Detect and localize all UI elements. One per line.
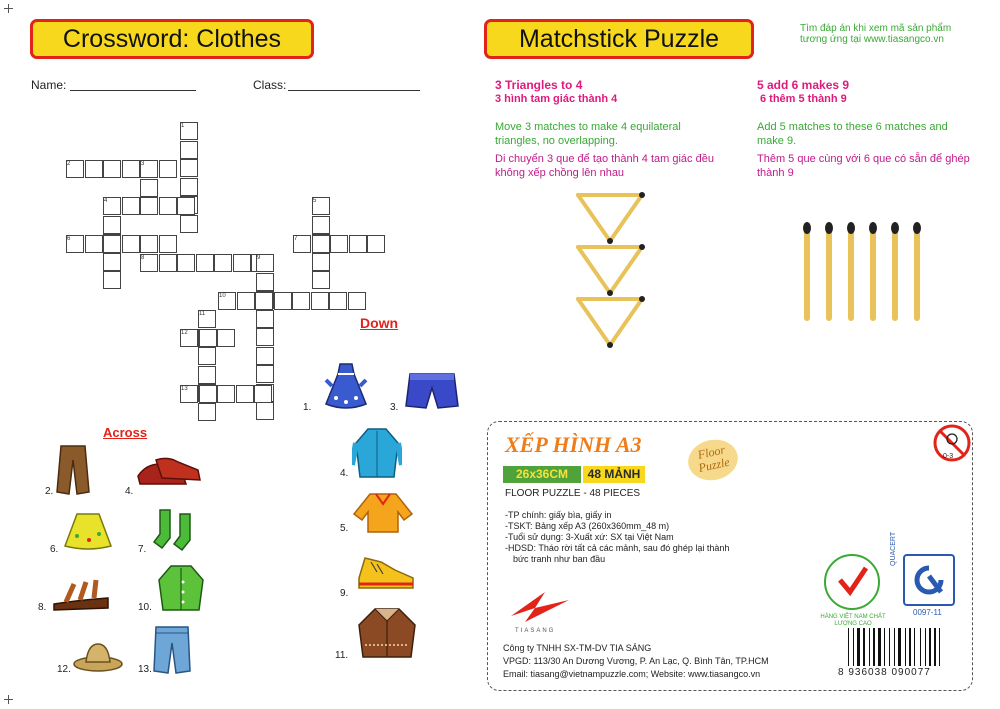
- crossword-cell[interactable]: [177, 254, 195, 272]
- crossword-cell[interactable]: [103, 160, 121, 178]
- clue-number: 8.: [38, 602, 47, 613]
- quacert-code: 0097-11: [913, 608, 942, 617]
- puzzle2-heading: 5 add 6 makes 9: [757, 78, 850, 92]
- crossword-cell[interactable]: [256, 273, 274, 291]
- across-heading: Across: [103, 425, 148, 440]
- tiasang-logo: [505, 588, 575, 633]
- crossword-cell[interactable]: [254, 385, 272, 403]
- age-mark-text: 0-3: [943, 453, 954, 460]
- name-label: Name:: [31, 78, 67, 92]
- puzzle2-heading-vi: 6 thêm 5 thành 9: [760, 93, 847, 105]
- barcode-bar: [894, 628, 895, 666]
- shorts-icon: [404, 370, 460, 417]
- barcode-bar: [863, 628, 865, 666]
- barcode-bar: [934, 628, 936, 666]
- crossword-cell-number: 6: [67, 236, 71, 242]
- barcode-bar: [920, 628, 921, 666]
- crossword-cell[interactable]: [236, 385, 254, 403]
- company-name: Công ty TNHH SX-TM-DV TIA SÁNG: [503, 643, 652, 653]
- crossword-cell-number: 5: [313, 198, 317, 204]
- detail-line: -TP chính: giấy bìa, giấy in: [505, 510, 612, 520]
- barcode-bar: [889, 628, 890, 666]
- product-details: [505, 510, 785, 565]
- triangles-figure: [570, 185, 650, 360]
- answer-note[interactable]: Tìm đáp án khi xem mã sản phẩm tương ứng tại www.tiasangco.vn: [800, 23, 952, 45]
- floor-puzzle-badge-text: Floor Puzzle: [696, 442, 731, 475]
- jacket-icon: [355, 605, 419, 666]
- six-matches-figure: [795, 220, 935, 329]
- crossword-cell[interactable]: [367, 235, 385, 253]
- barcode: [848, 628, 960, 668]
- pieces-badge: 48 MẢNH: [583, 466, 645, 483]
- crop-mark: [8, 695, 9, 704]
- crossword-cell[interactable]: [312, 235, 330, 253]
- crossword-cell[interactable]: [312, 216, 330, 234]
- sandals-icon: [50, 572, 112, 619]
- quality-badge-text: HÀNG VIỆT NAM CHẤT LƯỢNG CAO: [820, 614, 886, 627]
- crossword-cell-number: 10: [219, 293, 226, 299]
- barcode-bar: [857, 628, 860, 666]
- clue-number: 3.: [390, 402, 399, 413]
- barcode-bar: [873, 628, 875, 666]
- crossword-cell[interactable]: [256, 402, 274, 420]
- crossword-cell[interactable]: [85, 235, 103, 253]
- barcode-bar: [848, 628, 849, 666]
- crossword-cell-number: 1: [181, 123, 185, 129]
- crossword-cell[interactable]: [255, 292, 273, 310]
- barcode-bar: [853, 628, 854, 666]
- clue-number: 5.: [340, 523, 349, 534]
- crossword-cell[interactable]: [180, 159, 198, 177]
- detail-line: -Tuổi sử dụng: 3-Xuất xứ: SX tại Việt Nam: [505, 532, 674, 542]
- crossword-cell[interactable]: [177, 197, 195, 215]
- product-title: XẾP HÌNH A3: [505, 432, 642, 457]
- clue-number: 4.: [125, 486, 134, 497]
- crossword-cell[interactable]: [85, 160, 103, 178]
- crossword-cell[interactable]: [103, 271, 121, 289]
- crossword-cell[interactable]: [312, 271, 330, 289]
- crossword-cell[interactable]: [122, 160, 140, 178]
- crossword-cell-number: 2: [67, 161, 71, 167]
- barcode-bar: [869, 628, 870, 666]
- clue-number: 12.: [57, 664, 71, 675]
- crossword-cell-number: 3: [141, 161, 145, 167]
- skirt-icon: [63, 510, 113, 557]
- crossword-cell[interactable]: [140, 179, 158, 197]
- crossword-cell[interactable]: [256, 347, 274, 365]
- clue-number: 11.: [335, 650, 349, 661]
- clue-number: 13.: [138, 664, 152, 675]
- crossword-cell[interactable]: [312, 253, 330, 271]
- barcode-bar: [939, 628, 940, 666]
- crossword-cell[interactable]: [348, 292, 366, 310]
- clue-number: 4.: [340, 468, 349, 479]
- crossword-cell-number: 12: [181, 330, 188, 336]
- brand-text: TIASANG: [515, 628, 556, 634]
- detail-line: -TSKT: Bảng xếp A3 (260x360mm_48 m): [505, 521, 670, 531]
- crossword-cell[interactable]: [349, 235, 367, 253]
- crossword-cell[interactable]: [159, 160, 177, 178]
- puzzle1-instruction-vi: Di chuyển 3 que để tạo thành 4 tam giác đều không xếp chồng lên nhau: [495, 153, 714, 179]
- crossword-title: Crossword: Clothes: [30, 19, 314, 59]
- hat-icon: [72, 638, 124, 679]
- jeans-icon: [152, 625, 192, 682]
- crossword-cell[interactable]: [199, 329, 217, 347]
- shoes-icon: [136, 450, 202, 495]
- clue-number: 2.: [45, 486, 54, 497]
- crossword-cell-number: 9: [257, 255, 261, 261]
- blouse-icon: [352, 490, 414, 539]
- clue-number: 7.: [138, 544, 147, 555]
- class-label: Class:: [253, 78, 287, 92]
- clue-number: 10.: [138, 602, 152, 613]
- crossword-cell[interactable]: [311, 292, 329, 310]
- puzzle2-instruction: Add 5 matches to these 6 matches and make 9.: [757, 121, 948, 147]
- size-badge: 26x36CM: [503, 466, 581, 483]
- barcode-bar: [878, 628, 881, 666]
- shirt-icon: [352, 425, 402, 490]
- barcode-bar: [884, 628, 885, 666]
- crossword-cell[interactable]: [198, 403, 216, 421]
- crossword-cell[interactable]: [180, 141, 198, 159]
- company-contact[interactable]: Email: tiasang@vietnampuzzle.com; Website: www.tiasangco.vn: [503, 669, 761, 679]
- socks-icon: [152, 508, 202, 557]
- crossword-cell[interactable]: [180, 178, 198, 196]
- crossword-cell[interactable]: [274, 292, 292, 310]
- barcode-bar: [905, 628, 906, 666]
- puzzle1-heading: 3 Triangles to 4: [495, 78, 583, 92]
- puzzle2-instruction-vi: Thêm 5 que cùng với 6 que có sẵn để ghép thành 9: [757, 153, 970, 179]
- crossword-cell[interactable]: [256, 365, 274, 383]
- puzzle1-instruction: Move 3 matches to make 4 equilateral triangles, no overlapping.: [495, 121, 681, 147]
- company-address: VPGD: 113/30 An Dương Vương, P. An Lạc, Q. Bình Tân, TP.HCM: [503, 656, 769, 666]
- crossword-cell[interactable]: [292, 292, 310, 310]
- crossword-cell[interactable]: [233, 254, 251, 272]
- barcode-bar: [909, 628, 911, 666]
- crossword-cell[interactable]: [196, 254, 214, 272]
- crossword-cell-number: 4: [104, 198, 108, 204]
- dress-icon: [318, 360, 374, 417]
- barcode-bar: [898, 628, 901, 666]
- barcode-bar: [914, 628, 915, 666]
- crossword-cell[interactable]: [103, 216, 121, 234]
- crossword-cell[interactable]: [103, 235, 121, 253]
- crossword-cell[interactable]: [159, 235, 177, 253]
- clue-number: 9.: [340, 588, 349, 599]
- crossword-cell[interactable]: [198, 347, 216, 365]
- crossword-cell[interactable]: [140, 197, 158, 215]
- barcode-bar: [929, 628, 931, 666]
- quacert-logo: [903, 554, 955, 606]
- barcode-bar: [925, 628, 926, 666]
- crossword-grid: [0, 0, 500, 420]
- crossword-cell[interactable]: [330, 235, 348, 253]
- matchstick-title: Matchstick Puzzle: [484, 19, 754, 59]
- crossword-cell[interactable]: [256, 328, 274, 346]
- clue-number: 1.: [303, 402, 312, 413]
- detail-line: -HDSD: Tháo rời tất cả các mảnh, sau đó ghép lại thành: [505, 543, 730, 553]
- down-heading: Down: [360, 315, 399, 331]
- crossword-cell[interactable]: [329, 292, 347, 310]
- puzzle1-heading-vi: 3 hình tam giác thành 4: [495, 93, 618, 105]
- crossword-cell[interactable]: [140, 235, 158, 253]
- sneakers-icon: [355, 548, 417, 597]
- clue-number: 6.: [50, 544, 59, 555]
- crossword-cell[interactable]: [159, 197, 177, 215]
- crossword-cell[interactable]: [256, 310, 274, 328]
- crossword-cell-number: 8: [141, 255, 145, 261]
- crossword-cell[interactable]: [198, 366, 216, 384]
- crossword-cell-number: 11: [199, 311, 206, 317]
- quality-badge: [822, 552, 882, 612]
- barcode-number: 8 936038 090077: [838, 667, 931, 678]
- cardigan-icon: [155, 562, 207, 619]
- crossword-cell-number: 7: [294, 236, 298, 242]
- product-subtitle: FLOOR PUZZLE - 48 PIECES: [505, 488, 641, 499]
- crossword-cell[interactable]: [122, 235, 140, 253]
- crossword-cell[interactable]: [217, 385, 235, 403]
- crossword-cell[interactable]: [237, 292, 255, 310]
- crossword-cell[interactable]: [199, 385, 217, 403]
- crossword-cell[interactable]: [214, 254, 232, 272]
- detail-line: bức tranh như ban đầu: [513, 554, 606, 564]
- crossword-cell[interactable]: [159, 254, 177, 272]
- crossword-cell-number: 13: [181, 386, 188, 392]
- crossword-cell[interactable]: [217, 329, 235, 347]
- crossword-cell[interactable]: [122, 197, 140, 215]
- quacert-label: QUACERT: [890, 531, 897, 566]
- trousers-icon: [55, 444, 91, 501]
- crossword-cell[interactable]: [103, 253, 121, 271]
- crossword-cell[interactable]: [180, 215, 198, 233]
